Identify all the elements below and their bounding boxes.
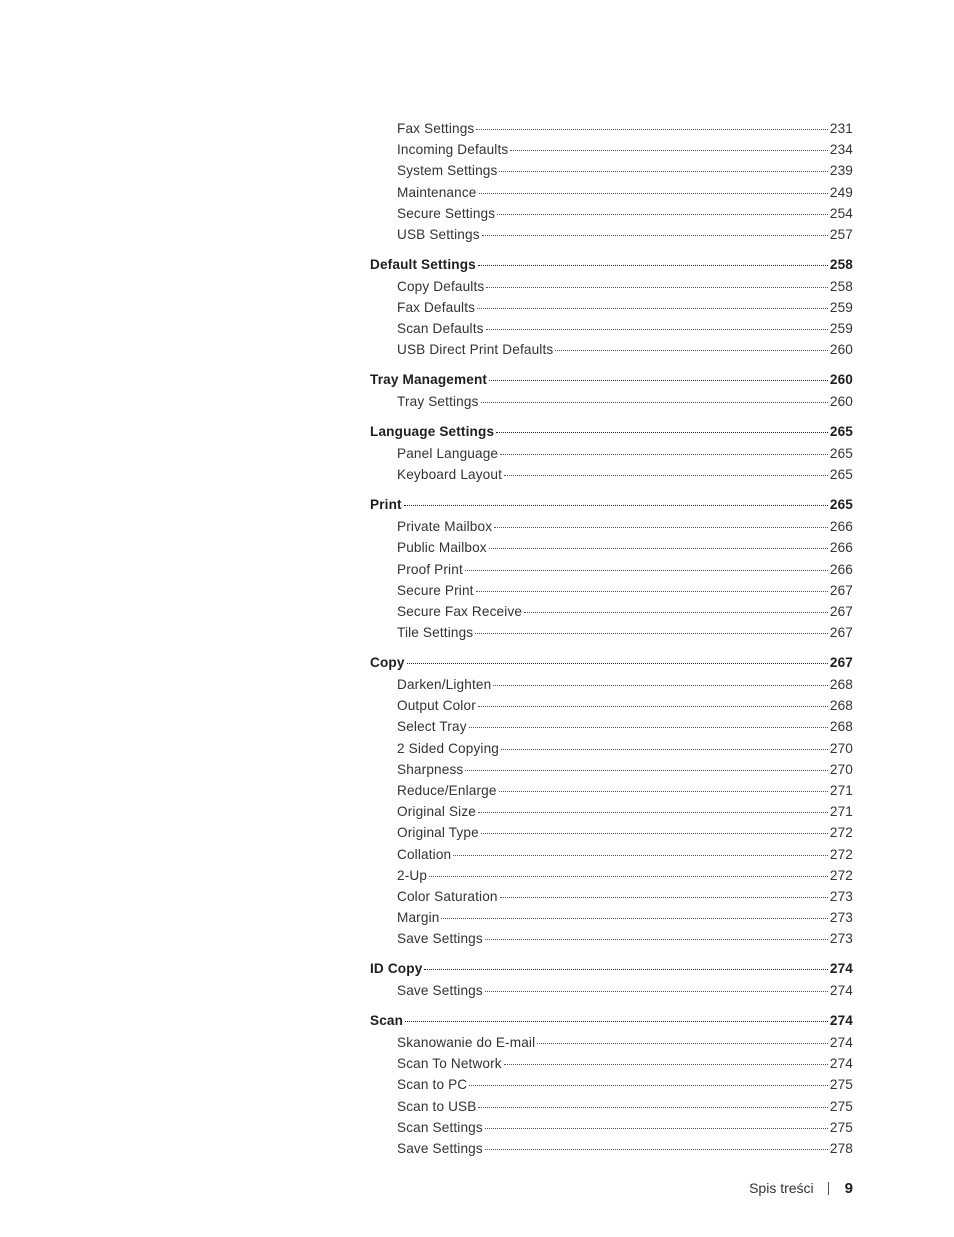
toc-entry-label: Scan To Network xyxy=(397,1056,502,1072)
dot-leader xyxy=(407,662,828,664)
toc-group xyxy=(370,1010,853,1159)
toc-entry[interactable] xyxy=(370,182,853,203)
dot-leader xyxy=(501,748,828,750)
toc-entry[interactable] xyxy=(370,203,853,224)
toc-page-number: 267 xyxy=(829,655,853,670)
toc-page-number: 265 xyxy=(829,424,853,440)
toc-page-number: 266 xyxy=(829,519,853,535)
toc-group xyxy=(370,421,853,485)
toc-entry[interactable] xyxy=(370,443,853,464)
dot-leader xyxy=(493,684,828,686)
toc-page-number: 274 xyxy=(829,961,853,977)
toc-page-number: 267 xyxy=(829,625,853,641)
toc-entry-label: ID Copy xyxy=(370,961,423,977)
toc-entry-label: Color Saturation xyxy=(397,888,498,904)
toc-page-number: 272 xyxy=(829,825,853,841)
toc-entry-label: Keyboard Layout xyxy=(397,467,503,483)
toc-entry[interactable] xyxy=(370,464,853,485)
toc-entry-label: Output Color xyxy=(397,698,476,714)
dot-leader xyxy=(486,328,828,330)
toc-page-number: 257 xyxy=(829,226,853,242)
dot-leader xyxy=(496,431,828,433)
dot-leader xyxy=(465,769,828,771)
toc-entry-label: Default Settings xyxy=(370,256,476,272)
page-number: 9 xyxy=(844,1179,853,1197)
toc-entry[interactable] xyxy=(370,559,853,580)
toc-entry[interactable] xyxy=(370,318,853,339)
toc-entry-label: Maintenance xyxy=(397,184,477,200)
page-footer xyxy=(749,1178,853,1198)
dot-leader xyxy=(453,854,828,856)
dot-leader xyxy=(510,149,828,151)
dot-leader xyxy=(499,790,828,792)
toc-page-number: 265 xyxy=(829,497,853,513)
toc-entry-label: Fax Defaults xyxy=(397,300,476,315)
toc-page-number: 271 xyxy=(829,782,853,798)
toc-section-entry[interactable] xyxy=(370,254,853,276)
toc-entry-label: Skanowanie do E-mail xyxy=(397,1035,536,1050)
dot-leader xyxy=(477,307,828,309)
dot-leader xyxy=(504,1063,828,1065)
toc-entry[interactable] xyxy=(370,339,853,360)
dot-leader xyxy=(479,192,828,194)
toc-entry[interactable] xyxy=(370,1074,853,1095)
toc-entry-label: Save Settings xyxy=(397,931,483,947)
toc-section-entry[interactable] xyxy=(370,1010,853,1032)
table-of-contents xyxy=(370,118,853,1168)
dot-leader xyxy=(524,611,828,613)
toc-entry-label: Sharpness xyxy=(397,761,464,777)
toc-page-number: 267 xyxy=(829,603,853,619)
dot-leader xyxy=(469,726,828,728)
toc-page-number: 249 xyxy=(829,184,853,200)
toc-entry-label: Scan to USB xyxy=(397,1098,477,1114)
toc-page-number: 271 xyxy=(829,804,853,820)
toc-page-number: 259 xyxy=(829,300,853,315)
dot-leader xyxy=(476,590,828,592)
dot-leader xyxy=(478,264,828,266)
toc-group xyxy=(370,652,853,949)
toc-group xyxy=(370,369,853,412)
toc-entry-label: Private Mailbox xyxy=(397,519,493,535)
toc-entry[interactable] xyxy=(370,695,853,716)
toc-page-number: 268 xyxy=(829,719,853,735)
footer-section-title: Spis treści xyxy=(749,1180,814,1196)
toc-entry-label: Scan Settings xyxy=(397,1119,483,1135)
dot-leader xyxy=(424,968,827,970)
toc-page-number: 259 xyxy=(829,321,853,337)
toc-entry-label: USB Settings xyxy=(397,226,480,242)
dot-leader xyxy=(494,526,828,528)
toc-entry[interactable] xyxy=(370,601,853,622)
toc-page-number: 275 xyxy=(829,1119,853,1135)
toc-entry[interactable] xyxy=(370,118,853,139)
dot-leader xyxy=(499,170,827,172)
toc-entry[interactable] xyxy=(370,844,853,865)
dot-leader xyxy=(478,705,828,707)
dot-leader xyxy=(485,1148,828,1150)
toc-section-entry[interactable] xyxy=(370,652,853,674)
dot-leader xyxy=(497,213,828,215)
toc-entry[interactable] xyxy=(370,391,853,412)
dot-leader xyxy=(555,349,828,351)
toc-entry-label: Copy xyxy=(370,655,405,670)
footer-divider xyxy=(828,1182,829,1195)
toc-entry-label: Copy Defaults xyxy=(397,278,485,294)
toc-entry-label: Original Size xyxy=(397,804,477,820)
toc-entry[interactable] xyxy=(370,1053,853,1074)
toc-entry[interactable] xyxy=(370,801,853,822)
toc-entry-label: Scan xyxy=(370,1013,404,1028)
toc-page-number: 266 xyxy=(829,561,853,577)
toc-entry[interactable] xyxy=(370,139,853,160)
toc-section-entry[interactable] xyxy=(370,958,853,980)
toc-group xyxy=(370,494,853,643)
toc-entry-label: Fax Settings xyxy=(397,121,475,136)
toc-page-number: 273 xyxy=(829,888,853,904)
toc-page-number: 274 xyxy=(829,1035,853,1050)
toc-page-number: 260 xyxy=(829,372,853,388)
toc-page-number: 231 xyxy=(829,121,853,136)
toc-entry[interactable] xyxy=(370,980,853,1001)
toc-group xyxy=(370,958,853,1001)
toc-group xyxy=(370,118,853,245)
dot-leader xyxy=(485,990,828,992)
toc-page-number: 275 xyxy=(829,1098,853,1114)
toc-entry-label: Scan to PC xyxy=(397,1077,468,1093)
toc-entry[interactable] xyxy=(370,822,853,843)
dot-leader xyxy=(537,1042,828,1044)
toc-page-number: 273 xyxy=(829,931,853,947)
toc-page-number: 254 xyxy=(829,205,853,221)
toc-entry[interactable] xyxy=(370,537,853,558)
toc-entry[interactable] xyxy=(370,738,853,759)
toc-page-number: 234 xyxy=(829,142,853,158)
toc-entry[interactable] xyxy=(370,865,853,886)
toc-entry-label: 2 Sided Copying xyxy=(397,740,500,756)
toc-section-entry[interactable] xyxy=(370,421,853,443)
toc-entry-label: Panel Language xyxy=(397,446,499,462)
toc-entry[interactable] xyxy=(370,516,853,537)
toc-entry-label: Secure Print xyxy=(397,582,474,598)
toc-entry-label: Collation xyxy=(397,846,452,862)
toc-page-number: 274 xyxy=(829,983,853,999)
dot-leader xyxy=(476,128,828,130)
toc-page-number: 270 xyxy=(829,761,853,777)
toc-page-number: 258 xyxy=(829,256,853,272)
toc-entry[interactable] xyxy=(370,276,853,297)
toc-entry-label: Margin xyxy=(397,910,440,926)
toc-entry[interactable] xyxy=(370,928,853,949)
toc-page-number: 273 xyxy=(829,910,853,926)
toc-entry[interactable] xyxy=(370,224,853,245)
toc-page-number: 266 xyxy=(829,540,853,556)
toc-entry-label: Tray Settings xyxy=(397,394,479,410)
dot-leader xyxy=(500,896,828,898)
toc-entry[interactable] xyxy=(370,622,853,643)
toc-entry-label: System Settings xyxy=(397,163,498,179)
toc-entry-label: Tile Settings xyxy=(397,625,474,641)
dot-leader xyxy=(469,1084,828,1086)
dot-leader xyxy=(504,474,828,476)
toc-section-entry[interactable] xyxy=(370,369,853,391)
toc-entry-label: Public Mailbox xyxy=(397,540,487,556)
toc-entry[interactable] xyxy=(370,580,853,601)
toc-entry[interactable] xyxy=(370,674,853,695)
toc-section-entry[interactable] xyxy=(370,494,853,516)
dot-leader xyxy=(429,875,828,877)
toc-entry-label: Select Tray xyxy=(397,719,467,735)
toc-entry-label: 2-Up xyxy=(397,867,428,883)
toc-entry-label: Tray Management xyxy=(370,372,488,388)
dot-leader xyxy=(486,286,828,288)
toc-entry-label: USB Direct Print Defaults xyxy=(397,342,554,358)
toc-page-number: 268 xyxy=(829,677,853,692)
toc-page-number: 272 xyxy=(829,846,853,862)
dot-leader xyxy=(481,832,828,834)
toc-entry-label: Darken/Lighten xyxy=(397,677,492,692)
toc-entry[interactable] xyxy=(370,1096,853,1117)
dot-leader xyxy=(441,917,827,919)
toc-entry[interactable] xyxy=(370,759,853,780)
toc-page-number: 258 xyxy=(829,278,853,294)
toc-entry[interactable] xyxy=(370,780,853,801)
dot-leader xyxy=(489,379,828,381)
toc-entry[interactable] xyxy=(370,716,853,737)
toc-entry-label: Proof Print xyxy=(397,561,463,577)
dot-leader xyxy=(485,938,828,940)
dot-leader xyxy=(500,453,828,455)
toc-page-number: 274 xyxy=(829,1013,853,1028)
dot-leader xyxy=(475,632,828,634)
toc-page-number: 275 xyxy=(829,1077,853,1093)
toc-entry-label: Secure Fax Receive xyxy=(397,603,523,619)
toc-page-number: 272 xyxy=(829,867,853,883)
toc-page-number: 265 xyxy=(829,446,853,462)
dot-leader xyxy=(489,547,828,549)
toc-page-number: 260 xyxy=(829,394,853,410)
toc-entry-label: Scan Defaults xyxy=(397,321,484,337)
toc-entry-label: Original Type xyxy=(397,825,479,841)
toc-entry[interactable] xyxy=(370,886,853,907)
toc-entry-label: Language Settings xyxy=(370,424,495,440)
toc-group xyxy=(370,254,853,361)
dot-leader xyxy=(478,1106,827,1108)
toc-entry-label: Save Settings xyxy=(397,983,483,999)
toc-entry[interactable] xyxy=(370,1032,853,1053)
dot-leader xyxy=(478,811,828,813)
toc-page-number: 274 xyxy=(829,1056,853,1072)
toc-page-number: 265 xyxy=(829,467,853,483)
toc-entry-label: Save Settings xyxy=(397,1140,483,1156)
toc-page-number: 278 xyxy=(829,1140,853,1156)
dot-leader xyxy=(485,1127,828,1129)
dot-leader xyxy=(465,569,828,571)
toc-entry[interactable] xyxy=(370,1138,853,1159)
dot-leader xyxy=(482,234,828,236)
toc-entry-label: Incoming Defaults xyxy=(397,142,509,158)
toc-entry[interactable] xyxy=(370,160,853,181)
dot-leader xyxy=(404,504,828,506)
toc-entry-label: Reduce/Enlarge xyxy=(397,782,497,798)
toc-entry[interactable] xyxy=(370,297,853,318)
toc-entry[interactable] xyxy=(370,1117,853,1138)
dot-leader xyxy=(481,401,828,403)
toc-entry[interactable] xyxy=(370,907,853,928)
toc-page-number: 268 xyxy=(829,698,853,714)
toc-page-number: 270 xyxy=(829,740,853,756)
toc-entry-label: Secure Settings xyxy=(397,205,496,221)
toc-page-number: 260 xyxy=(829,342,853,358)
toc-entry-label: Print xyxy=(370,497,402,513)
toc-page-number: 267 xyxy=(829,582,853,598)
toc-page-number: 239 xyxy=(829,163,853,179)
dot-leader xyxy=(405,1020,828,1022)
